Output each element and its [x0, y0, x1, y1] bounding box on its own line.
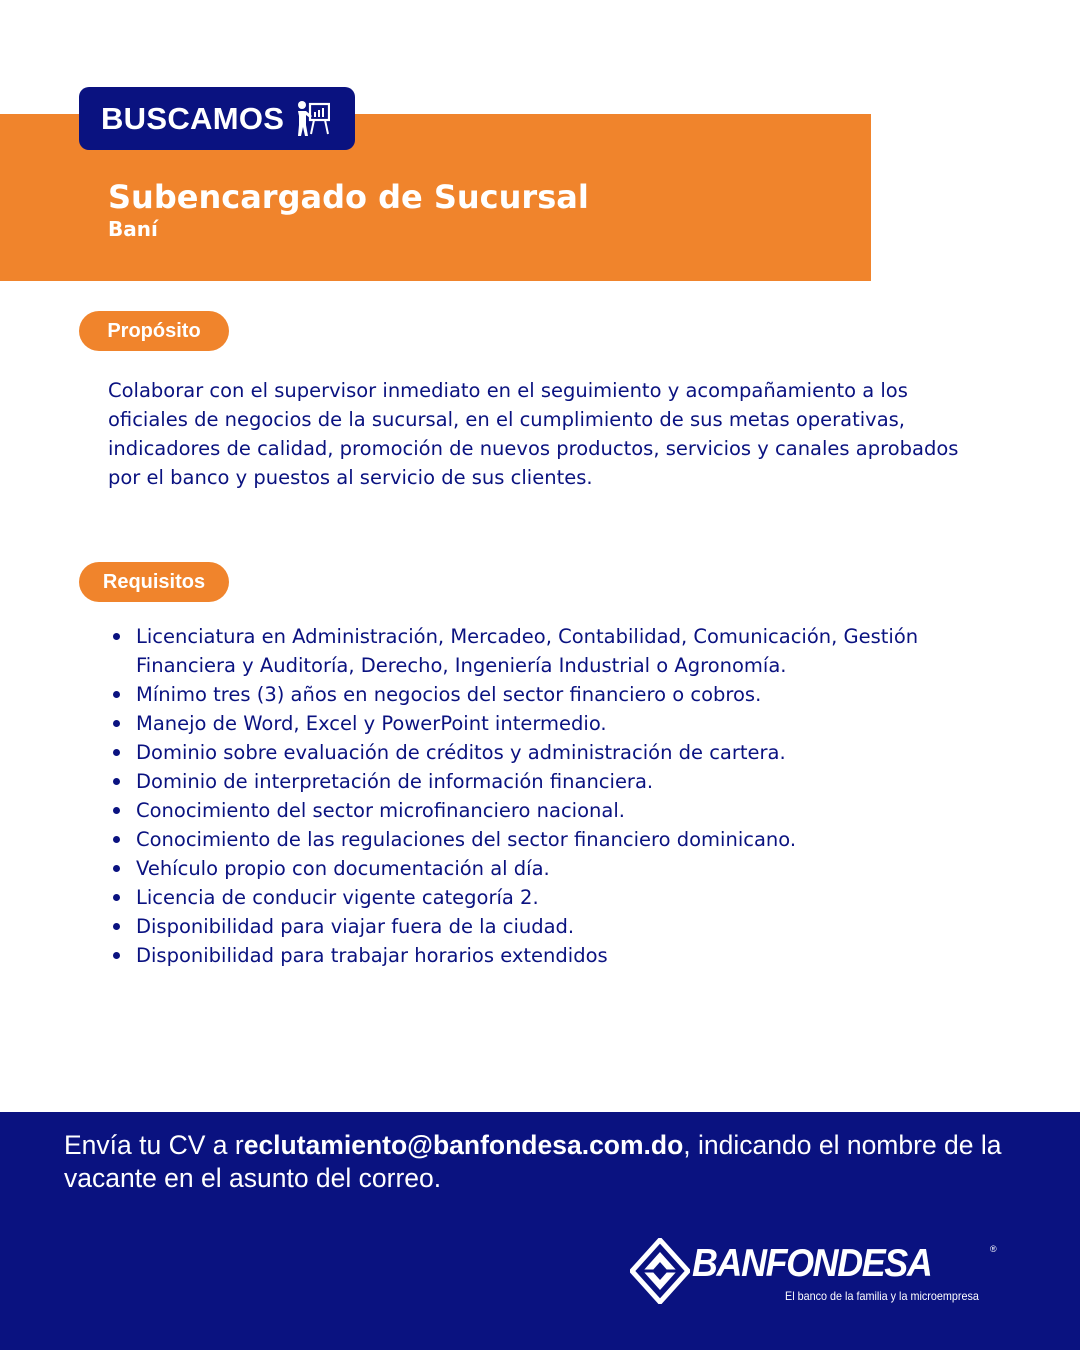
purpose-text: Colaborar con el supervisor inmediato en el seguimiento y acompañamiento a los oficiales de negocios de la sucursal, en el cumplimiento de sus metas operativas, indicadores de calidad, promoción de nuevos productos, servicios y canales aprobados por el banco y puestos al servicio de sus clientes.: [108, 379, 959, 489]
bullet-icon: [113, 952, 120, 959]
requirement-item: [136, 825, 1016, 854]
logo-wordmark: BANFONDESA: [692, 1242, 932, 1285]
requirement-item: [136, 680, 1016, 709]
requirement-item: [136, 912, 1016, 941]
requirement-text: Conocimiento del sector microfinanciero nacional.: [136, 799, 625, 822]
logo-diamond-icon: [630, 1238, 690, 1304]
requirements-list: [108, 622, 1016, 970]
badge-label: BUSCAMOS: [101, 100, 285, 136]
requirements-heading: Requisitos: [79, 562, 229, 602]
requirement-text: Disponibilidad para trabajar horarios extendidos: [136, 944, 608, 967]
job-title: Subencargado de Sucursal: [108, 178, 589, 216]
requirement-text: Dominio sobre evaluación de créditos y administración de cartera.: [136, 741, 786, 764]
bullet-icon: [113, 633, 120, 640]
bullet-icon: [113, 749, 120, 756]
email-link[interactable]: eclutamiento@banfondesa.com.do: [243, 1130, 684, 1160]
bullet-icon: [113, 691, 120, 698]
requirement-item: [136, 767, 1016, 796]
requirement-item: [136, 796, 1016, 825]
footer-text-before: Envía tu CV a r: [64, 1130, 244, 1160]
bullet-icon: [113, 720, 120, 727]
banfondesa-logo: [630, 1238, 1010, 1308]
requirement-text: Manejo de Word, Excel y PowerPoint intermedio.: [136, 712, 607, 735]
footer: [0, 1112, 1080, 1350]
requirement-text: Conocimiento de las regulaciones del sector financiero dominicano.: [136, 828, 797, 851]
requirement-item: [136, 941, 1016, 970]
requirement-text: Dominio de interpretación de información financiera.: [136, 770, 654, 793]
bullet-icon: [113, 923, 120, 930]
requirement-text: Licencia de conducir vigente categoría 2.: [136, 886, 539, 909]
requirement-text: Disponibilidad para viajar fuera de la ciudad.: [136, 915, 575, 938]
requirement-item: [136, 622, 1016, 680]
presenter-icon: [296, 100, 330, 138]
requirement-item: [136, 738, 1016, 767]
footer-text-after: , indicando el nombre de la vacante en el asunto del correo.: [64, 1130, 1002, 1193]
bullet-icon: [113, 778, 120, 785]
requirement-text: Vehículo propio con documentación al día.: [136, 857, 550, 880]
job-location: Baní: [108, 217, 158, 241]
purpose-heading: Propósito: [79, 311, 229, 351]
bullet-icon: [113, 836, 120, 843]
requirement-text: Licenciatura en Administración, Mercadeo, Contabilidad, Comunicación, Gestión Financiera y Auditoría, Derecho, Ingeniería Industrial o Agronomía.: [136, 625, 919, 677]
bullet-icon: [113, 807, 120, 814]
buscamos-badge: [79, 87, 355, 150]
registered-mark: ®: [990, 1244, 997, 1254]
requirement-item: [136, 883, 1016, 912]
requirement-text: Mínimo tres (3) años en negocios del sector financiero o cobros.: [136, 683, 762, 706]
requirement-item: [136, 709, 1016, 738]
requirement-item: [136, 854, 1016, 883]
logo-tagline: El banco de la familia y la microempresa: [785, 1289, 979, 1303]
footer-instructions: [64, 1129, 1024, 1195]
bullet-icon: [113, 865, 120, 872]
bullet-icon: [113, 894, 120, 901]
